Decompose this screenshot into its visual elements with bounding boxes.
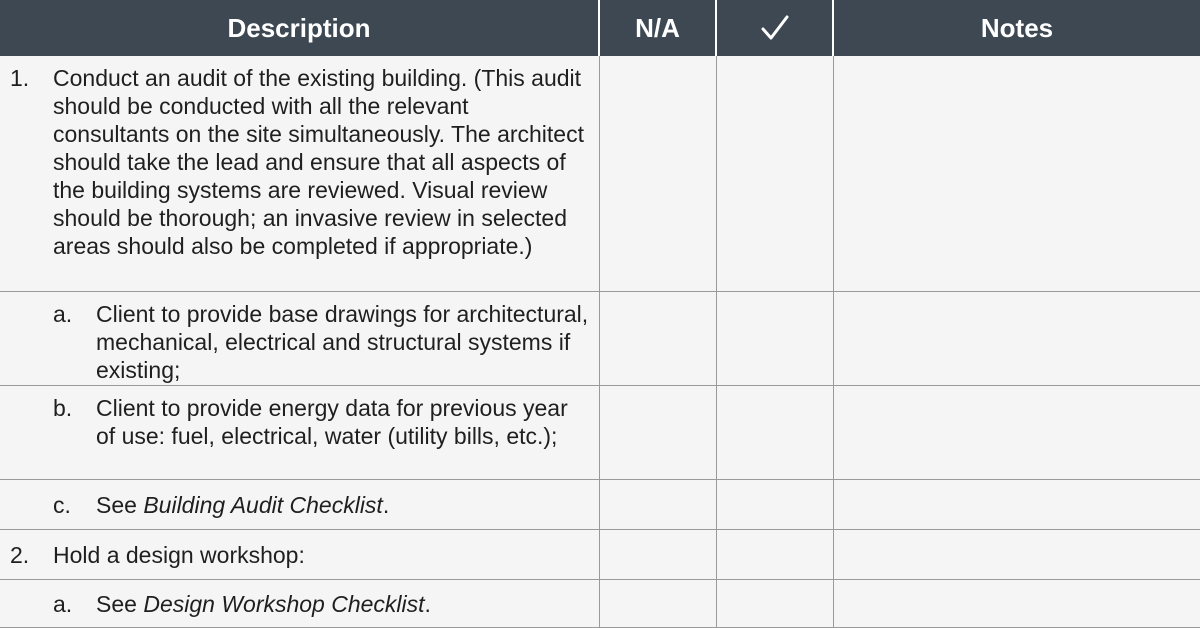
na-cell[interactable] [600,56,717,292]
header-description: Description [0,0,600,56]
check-cell[interactable] [717,386,834,480]
notes-cell[interactable] [834,580,1200,628]
item-letter: a. [53,590,73,617]
check-cell[interactable] [717,292,834,386]
na-cell[interactable] [600,580,717,628]
check-cell[interactable] [717,580,834,628]
check-cell[interactable] [717,56,834,292]
header-notes: Notes [834,0,1200,56]
check-cell[interactable] [717,480,834,530]
item-text: Conduct an audit of the existing building. (This audit should be conducted with all the relevant consultants on the site simultaneously. The architect should take the lead and ensure that all aspects of the building systems are reviewed. Visual review should be thorough; an invasive review in selected areas should also be completed if appropriate.) [53,65,584,259]
item-text: Client to provide energy data for previous year of use: fuel, electrical, water (utility bills, etc.); [96,395,568,449]
checkmark-icon [760,14,790,42]
header-check [717,0,834,56]
check-cell[interactable] [717,530,834,580]
table-row-description [0,580,600,628]
table-row-description [0,530,600,580]
notes-cell[interactable] [834,386,1200,480]
item-text: See Building Audit Checklist. [96,491,390,518]
na-cell[interactable] [600,480,717,530]
item-number: 1. [10,65,30,91]
table-row-description [0,386,600,480]
item-letter: c. [53,491,71,518]
item-letter: a. [53,301,73,327]
checklist-reference: Building Audit Checklist [143,491,383,518]
na-cell[interactable] [600,386,717,480]
notes-cell[interactable] [834,480,1200,530]
checklist-reference: Design Workshop Checklist [143,590,425,617]
notes-cell[interactable] [834,530,1200,580]
header-na: N/A [600,0,717,56]
item-text: Client to provide base drawings for architectural, mechanical, electrical and structural systems if existing; [96,301,589,383]
table-row-description [0,480,600,530]
notes-cell[interactable] [834,56,1200,292]
item-text: Hold a design workshop: [53,541,305,568]
item-text: See Design Workshop Checklist. [96,590,431,617]
na-cell[interactable] [600,530,717,580]
item-number: 2. [10,541,30,568]
item-letter: b. [53,395,73,421]
na-cell[interactable] [600,292,717,386]
table-row-description [0,56,600,292]
notes-cell[interactable] [834,292,1200,386]
table-row-description [0,292,600,386]
